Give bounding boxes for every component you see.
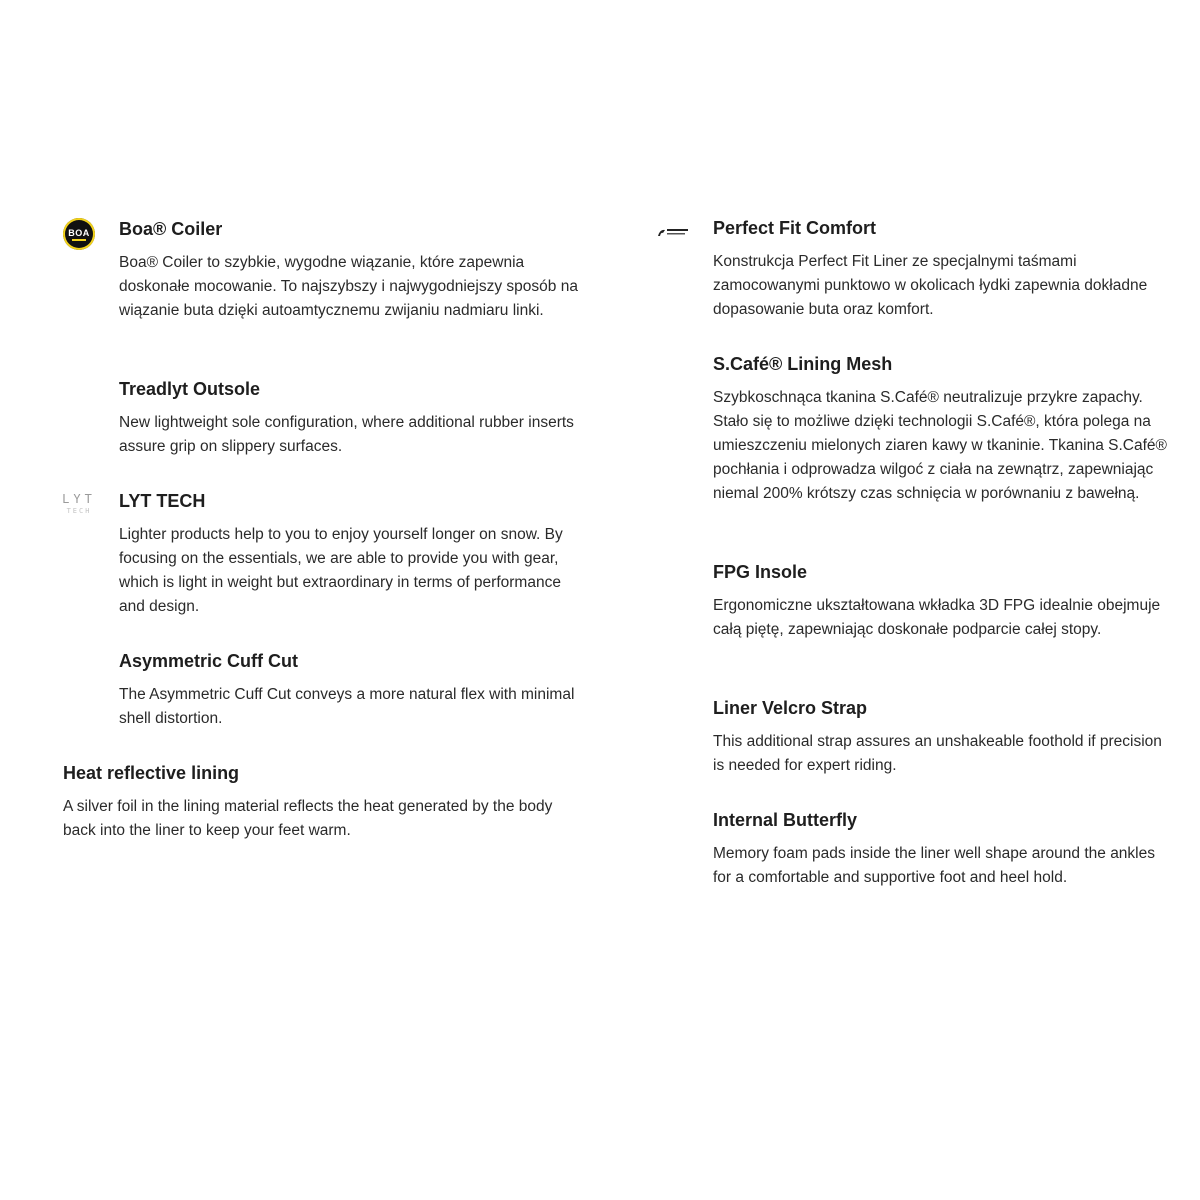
feature-title: Internal Butterfly [713,810,858,830]
feature-text: Ergonomiczne ukształtowana wkładka 3D FPG idealnie obejmuje całą piętę, zapewniając doskonałe podparcie całej stopy. [713,597,1161,638]
feature-text: Konstrukcja Perfect Fit Liner ze specjalnymi taśmami zamocowanymi punktowo w okolicach łydki zapewnia dokładne dopasowanie buta oraz komfort. [713,253,1148,318]
boa-logo-label: BOA [68,227,90,238]
feature-text: A silver foil in the lining material reflects the heat generated by the body back into the liner to keep your feet warm. [63,798,553,839]
feature-heat-reflective-lining [63,761,573,843]
feature-text: New lightweight sole configuration, where additional rubber inserts assure grip on slippery surfaces. [119,414,574,455]
feature-text: The Asymmetric Cuff Cut conveys a more natural flex with minimal shell distortion. [119,686,575,727]
feature-perfect-fit-comfort [713,216,1173,322]
feature-title: Boa® Coiler [119,219,223,239]
feature-title: LYT TECH [119,491,206,511]
feature-text: Memory foam pads inside the liner well shape around the ankles for a comfortable and supportive foot and heel hold. [713,845,1155,886]
feature-lyt-tech [119,489,579,619]
feature-title: S.Café® Lining Mesh [713,354,893,374]
feature-title: FPG Insole [713,562,808,582]
feature-title: Perfect Fit Comfort [713,218,877,238]
feature-liner-velcro-strap [713,696,1173,778]
feature-treadlyt-outsole [119,377,579,459]
feature-title: Liner Velcro Strap [713,698,868,718]
perfect-fit-logo-icon [656,226,690,238]
feature-title: Asymmetric Cuff Cut [119,651,299,671]
feature-text: Boa® Coiler to szybkie, wygodne wiązanie, które zapewnia doskonałe mocowanie. To najszybszy i najwygodniejszy sposób na wiązanie buta dzięki autoamtycznemu zwijaniu nadmiaru linki. [119,254,578,319]
feature-fpg-insole [713,560,1173,642]
feature-title: Heat reflective lining [63,763,240,783]
lyt-logo-line1: LYT [62,492,96,506]
feature-text: Szybkoschnąca tkanina S.Café® neutralizuje przykre zapachy. Stało się to możliwe dzięki technologii S.Café®, która polega na umieszczeniu mielonych ziaren kawy w tkaninie. Tkanina S.Café® pochłania i odprowadza wilgoć z ciała na zewnątrz, zapewniając niemal 200% krótszy czas schnięcia w porównaniu z bawełną. [713,389,1167,502]
feature-boa-coiler [119,217,579,323]
feature-text: Lighter products help to you to enjoy yourself longer on snow. By focusing on the essentials, we are able to provide you with gear, which is light in weight but extraordinary in terms of performance and design. [119,526,563,615]
lyt-tech-logo-icon [62,492,96,520]
boa-logo-bar [72,239,86,241]
lyt-logo-line2: TECH [66,507,92,515]
feature-text: This additional strap assures an unshakeable foothold if precision is needed for expert riding. [713,733,1162,774]
feature-asymmetric-cuff-cut [119,649,579,731]
boa-logo-icon [63,218,95,250]
feature-scafe-lining-mesh [713,352,1173,506]
feature-title: Treadlyt Outsole [119,379,261,399]
feature-internal-butterfly [713,808,1173,890]
